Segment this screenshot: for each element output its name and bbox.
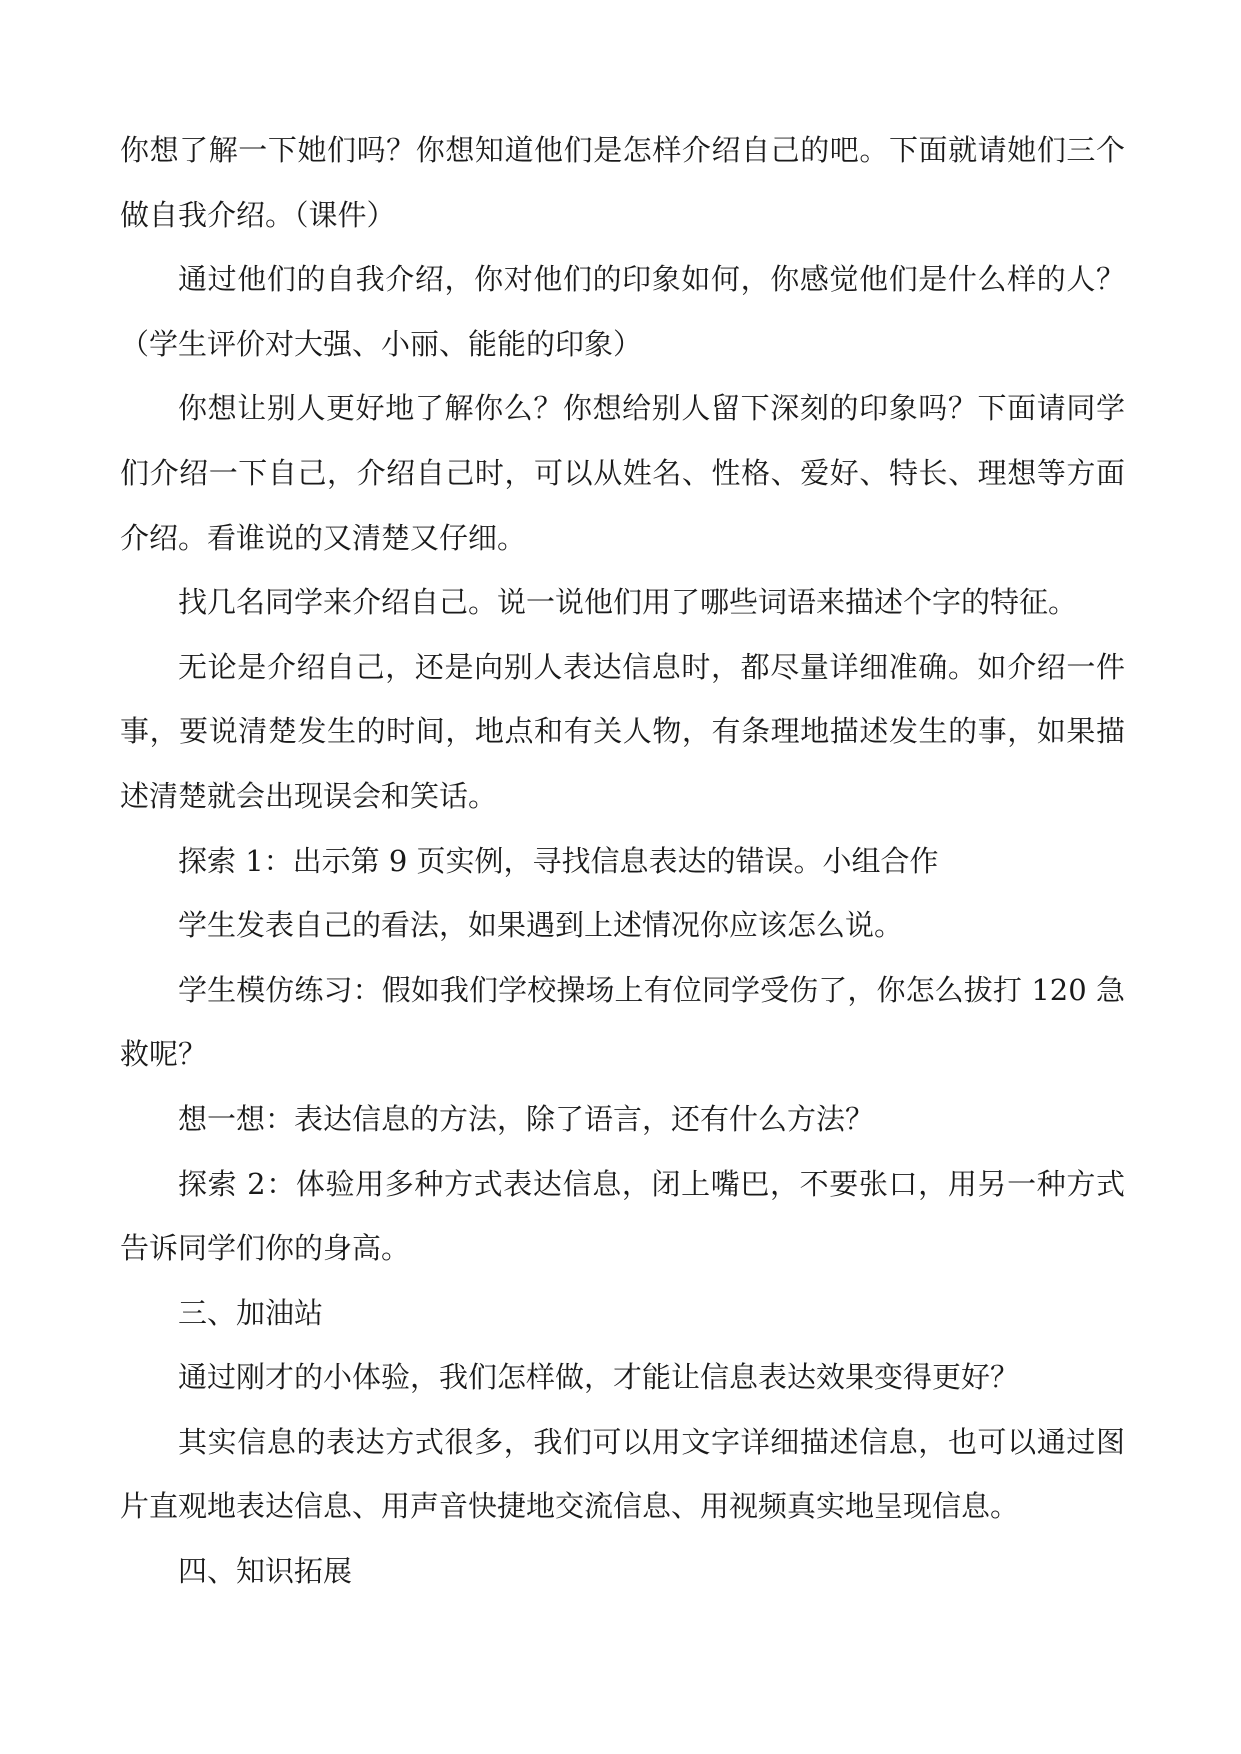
paragraph: 无论是介绍自己，还是向别人表达信息时，都尽量详细准确。如介绍一件事，要说清楚发生的时间，地点和有关人物，有条理地描述发生的事，如果描述清楚就会出现误会和笑话。 bbox=[120, 649, 1125, 813]
paragraph: 通过刚才的小体验，我们怎样做，才能让信息表达效果变得更好？ bbox=[178, 1360, 1020, 1395]
paragraph: 想一想：表达信息的方法，除了语言，还有什么方法？ bbox=[178, 1101, 875, 1136]
paragraph: 找几名同学来介绍自己。说一说他们用了哪些词语来描述个字的特征。 bbox=[178, 585, 1078, 620]
paragraph: 探索 1：出示第 9 页实例，寻找信息表达的错误。小组合作 bbox=[178, 843, 939, 878]
document-body bbox=[120, 118, 1125, 1604]
paragraph: 其实信息的表达方式很多，我们可以用文字详细描述信息，也可以通过图片直观地表达信息、用声音快捷地交流信息、用视频真实地呈现信息。 bbox=[120, 1424, 1125, 1524]
paragraph: 你想让别人更好地了解你么？你想给别人留下深刻的印象吗？下面请同学们介绍一下自己，介绍自己时，可以从姓名、性格、爱好、特长、理想等方面介绍。看谁说的又清楚又仔细。 bbox=[120, 391, 1125, 555]
section-heading: 三、加油站 bbox=[178, 1295, 324, 1330]
paragraph-continuation: 你想了解一下她们吗？你想知道他们是怎样介绍自己的吧。下面就请她们三个做自我介绍。（课件） bbox=[120, 133, 1125, 232]
paragraph: 探索 2：体验用多种方式表达信息，闭上嘴巴，不要张口，用另一种方式告诉同学们你的身高。 bbox=[120, 1166, 1125, 1266]
section-heading: 四、知识拓展 bbox=[178, 1554, 353, 1589]
paragraph: 学生模仿练习：假如我们学校操场上有位同学受伤了，你怎么拔打 120 急救呢？ bbox=[120, 972, 1125, 1072]
paragraph: 通过他们的自我介绍，你对他们的印象如何，你感觉他们是什么样的人？（学生评价对大强、小丽、能能的印象） bbox=[120, 262, 1125, 361]
paragraph: 学生发表自己的看法，如果遇到上述情况你应该怎么说。 bbox=[178, 908, 904, 943]
